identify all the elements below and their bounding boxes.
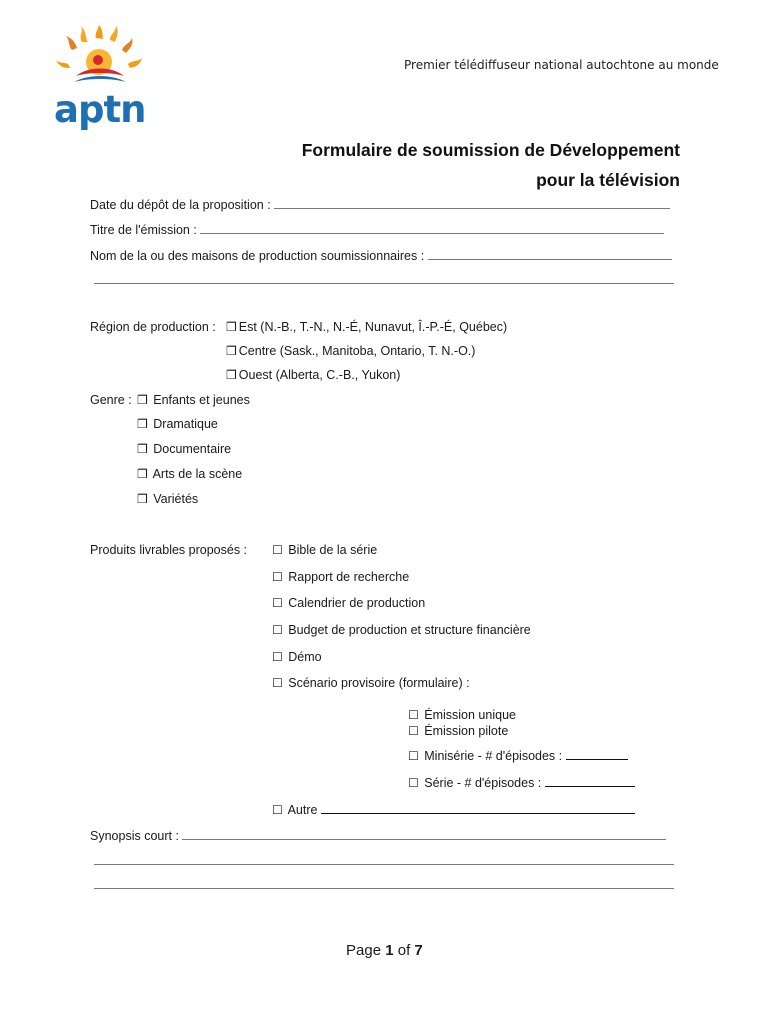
checkbox-icon[interactable]: ❒ [226, 344, 237, 358]
region-option-est[interactable]: ❒ Est (N.-B., T.-N., N.-É, Nunavut, Î.-P.-É, Québec) [226, 320, 508, 334]
date-label: Date du dépôt de la proposition : [90, 198, 271, 212]
produit-option-calendrier[interactable]: ☐ Calendrier de production [272, 596, 426, 610]
synopsis-field-row [90, 828, 666, 844]
produits-label: Produits livrables proposés : [90, 543, 248, 557]
checkbox-icon[interactable]: ☐ [408, 724, 419, 738]
maisons-label: Nom de la ou des maisons de production soumissionnaires : [90, 249, 425, 263]
checkbox-icon[interactable]: ❒ [137, 467, 148, 481]
sub-option-unique[interactable]: ☐ Émission unique [408, 708, 516, 722]
checkbox-icon[interactable]: ☐ [272, 676, 283, 690]
titre-label: Titre de l'émission : [90, 223, 197, 237]
maisons-field[interactable] [428, 248, 672, 260]
synopsis-field-line3[interactable] [94, 888, 674, 889]
date-field-row [90, 197, 670, 213]
produit-option-bible[interactable]: ☐ Bible de la série [272, 543, 378, 557]
region-option-centre[interactable]: ❒ Centre (Sask., Manitoba, Ontario, T. N.-O.) [226, 344, 476, 358]
produit-option-budget[interactable]: ☐ Budget de production et structure financière [272, 623, 531, 637]
checkbox-icon[interactable]: ❒ [137, 442, 148, 456]
checkbox-icon[interactable]: ☐ [272, 596, 283, 610]
checkbox-icon[interactable]: ❒ [137, 417, 148, 431]
synopsis-label: Synopsis court : [90, 829, 179, 843]
synopsis-field[interactable] [182, 828, 666, 840]
checkbox-icon[interactable]: ☐ [408, 776, 419, 790]
region-label: Région de production : [90, 320, 216, 334]
region-option-ouest[interactable]: ❒ Ouest (Alberta, C.-B., Yukon) [226, 368, 401, 382]
checkbox-icon[interactable]: ☐ [272, 623, 283, 637]
produit-option-rapport[interactable]: ☐ Rapport de recherche [272, 570, 410, 584]
checkbox-icon[interactable]: ❒ [226, 368, 237, 382]
checkbox-icon[interactable]: ❒ [137, 393, 148, 407]
logo-wordmark: aptn [54, 88, 146, 131]
tagline: Premier télédiffuseur national autochtone au monde [404, 58, 719, 72]
sub-option-serie[interactable]: ☐ Série - # d'épisodes : [408, 775, 635, 791]
genre-option-enfants[interactable]: ❒ Enfants et jeunes [137, 393, 250, 407]
miniserie-episodes-field[interactable] [566, 748, 628, 760]
checkbox-icon[interactable]: ☐ [272, 543, 283, 557]
checkbox-icon[interactable]: ☐ [272, 650, 283, 664]
titre-field-row [90, 222, 664, 238]
checkbox-icon[interactable]: ☐ [272, 570, 283, 584]
maisons-field-line2[interactable] [94, 283, 674, 284]
produit-option-demo[interactable]: ☐ Démo [272, 650, 322, 664]
checkbox-icon[interactable]: ☐ [408, 708, 419, 722]
serie-episodes-field[interactable] [545, 775, 635, 787]
genre-option-dramatique[interactable]: ❒ Dramatique [137, 417, 218, 431]
form-title-line2: pour la télévision [536, 170, 680, 190]
genre-option-documentaire[interactable]: ❒ Documentaire [137, 442, 232, 456]
produit-option-autre[interactable]: ☐ Autre [272, 802, 635, 818]
autre-field[interactable] [321, 802, 635, 814]
page-number: Page 1 of 7 [346, 942, 423, 959]
sub-option-miniserie[interactable]: ☐ Minisérie - # d'épisodes : [408, 748, 628, 764]
checkbox-icon[interactable]: ☐ [408, 749, 419, 763]
genre-option-varietes[interactable]: ❒ Variétés [137, 492, 199, 506]
checkbox-icon[interactable]: ☐ [272, 803, 283, 817]
form-title-line1: Formulaire de soumission de Développement [301, 140, 680, 160]
titre-field[interactable] [200, 222, 664, 234]
sub-option-pilote[interactable]: ☐ Émission pilote [408, 724, 509, 738]
synopsis-field-line2[interactable] [94, 864, 674, 865]
checkbox-icon[interactable]: ❒ [137, 492, 148, 506]
genre-label: Genre : [90, 393, 132, 407]
checkbox-icon[interactable]: ❒ [226, 320, 237, 334]
date-field[interactable] [274, 197, 670, 209]
produit-option-scenario[interactable]: ☐ Scénario provisoire (formulaire) : [272, 676, 470, 690]
genre-option-arts[interactable]: ❒ Arts de la scène [137, 467, 243, 481]
maisons-field-row [90, 248, 672, 264]
